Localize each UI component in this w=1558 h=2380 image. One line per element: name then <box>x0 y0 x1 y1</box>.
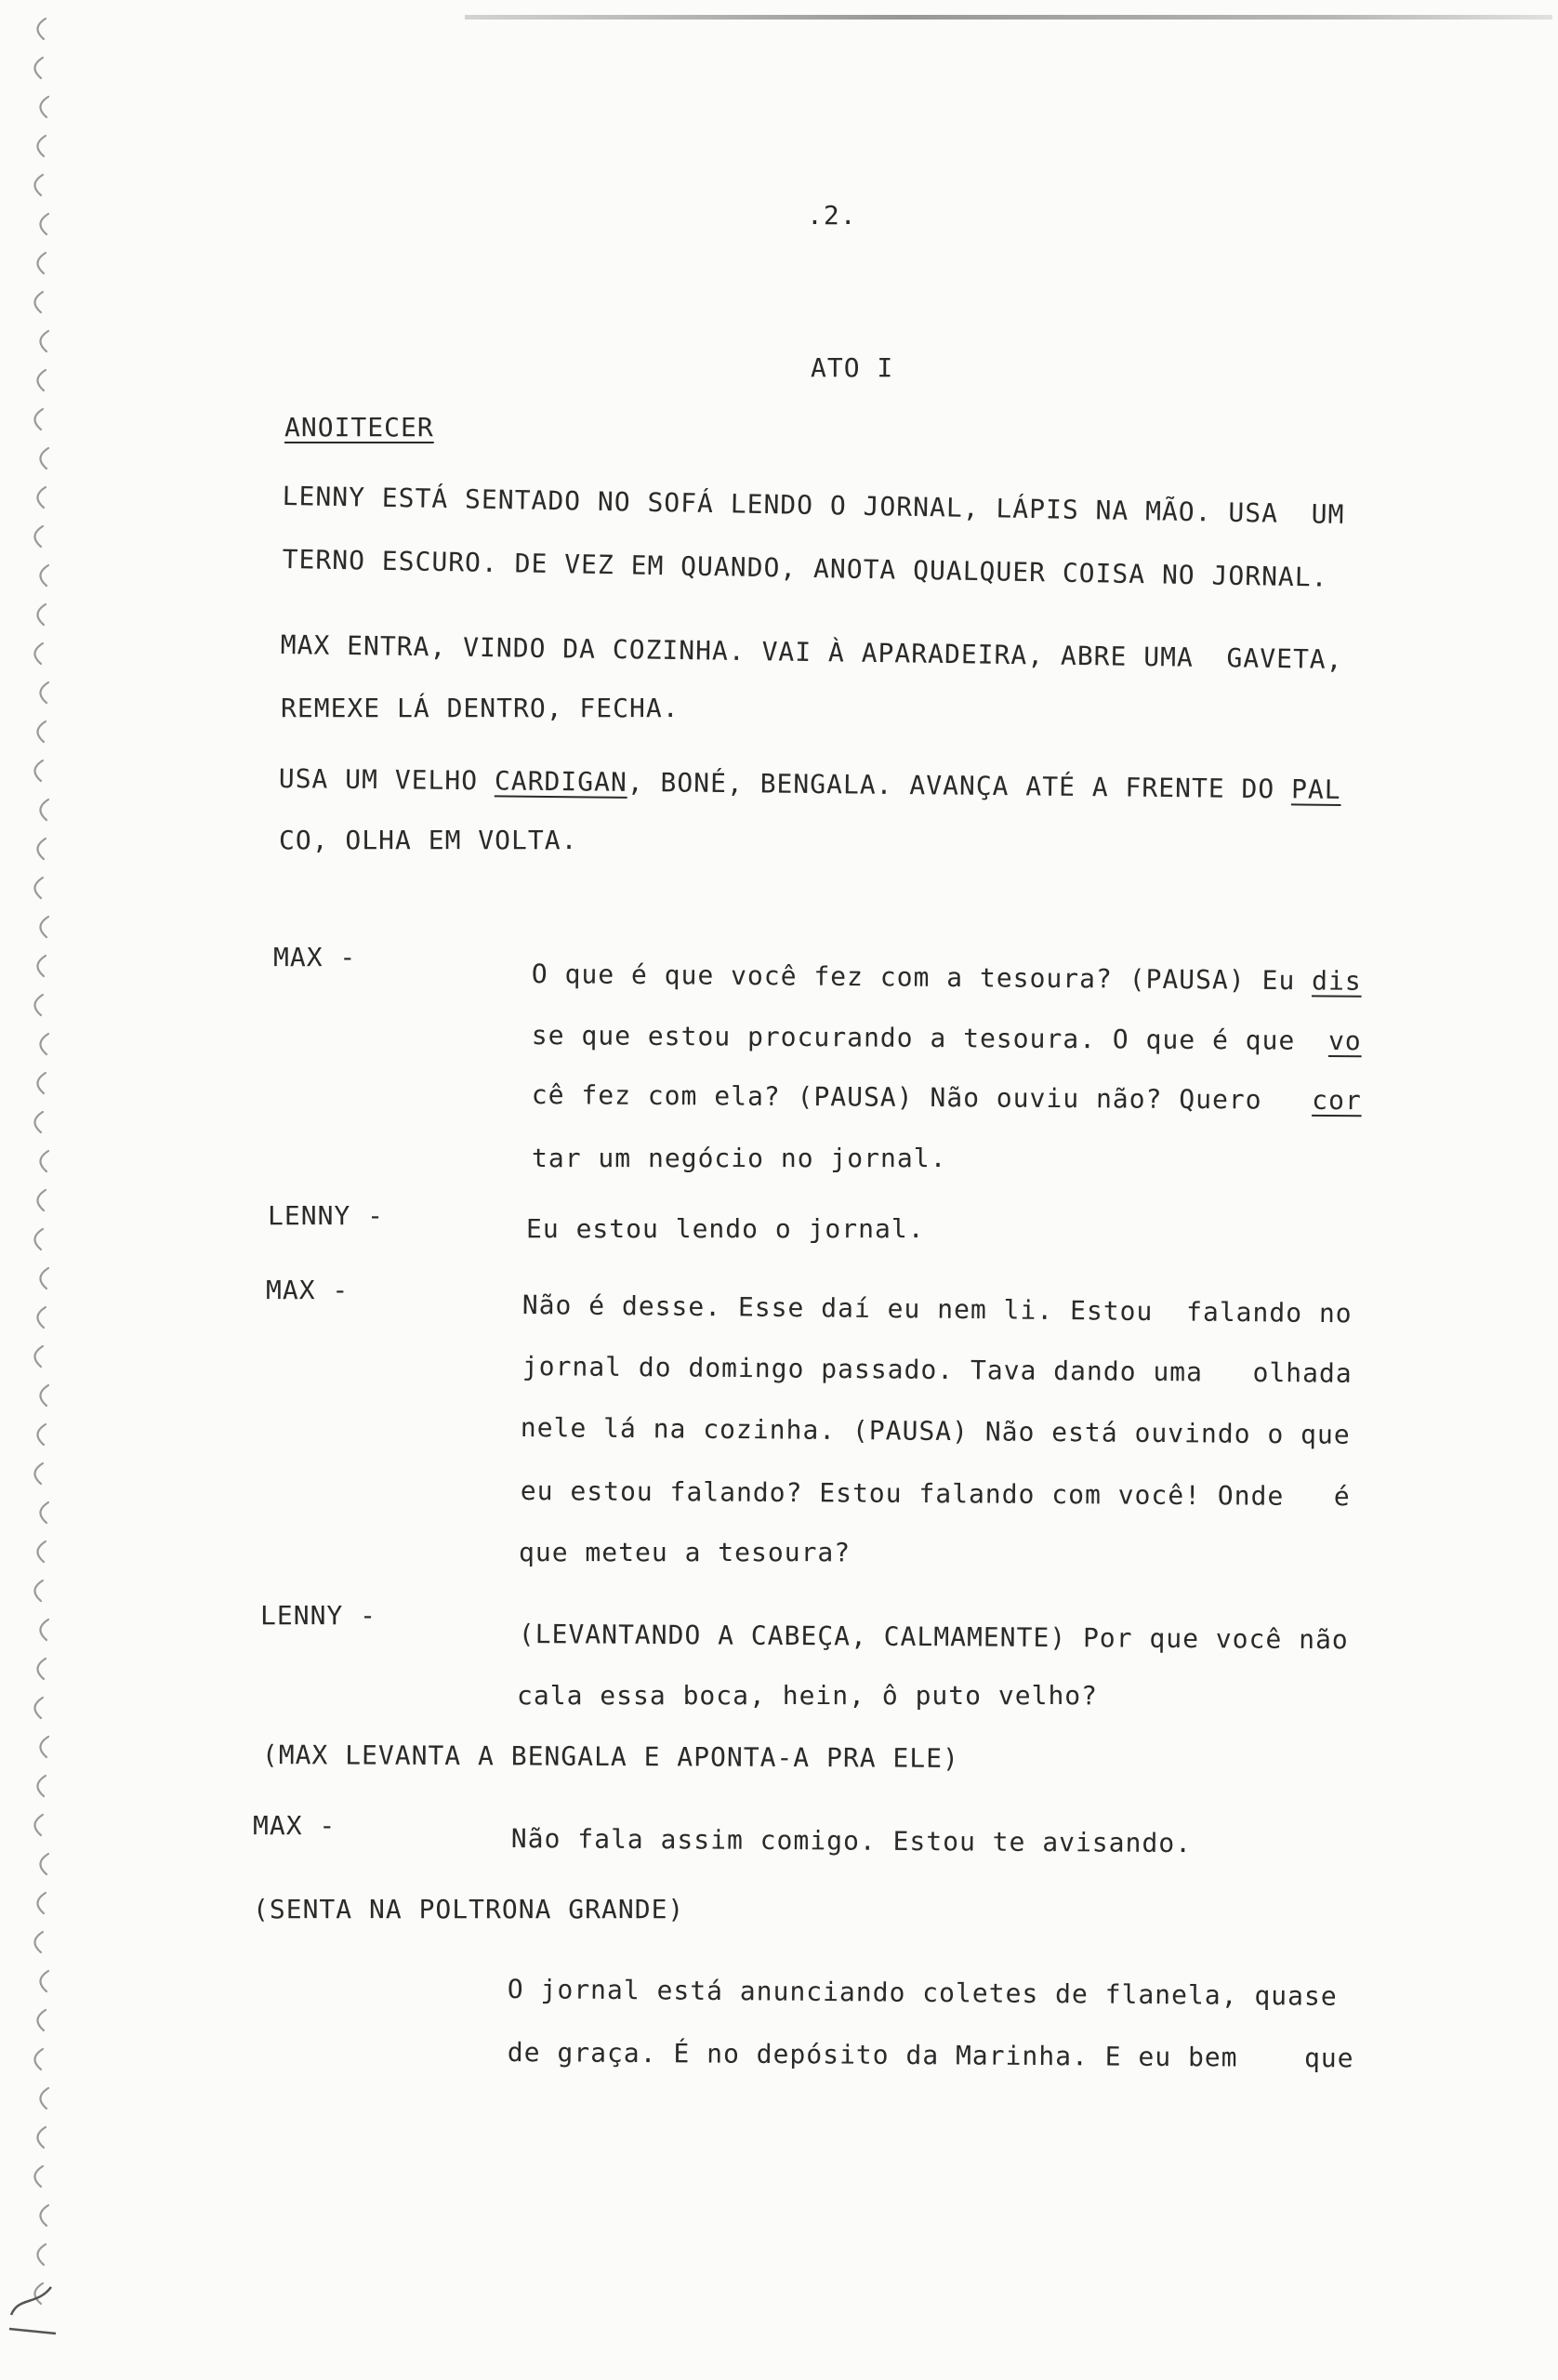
binder-hole-mark <box>37 1659 46 1679</box>
direction-line: REMEXE LÁ DENTRO, FECHA. <box>281 693 680 723</box>
binder-hole-mark <box>34 2166 43 2187</box>
dialogue-line: de graça. É no depósito da Marinha. E eu bem que <box>507 2037 1354 2074</box>
binder-hole-mark <box>34 175 43 195</box>
binder-hole-mark <box>34 643 43 664</box>
dialogue-line: jornal do domingo passado. Tava dando uma olhada <box>522 1351 1353 1389</box>
binder-hole-mark <box>37 136 46 156</box>
binder-hole-mark <box>40 2088 48 2109</box>
binder-hole-mark <box>37 956 46 976</box>
binder-hole-mark <box>40 800 48 820</box>
binder-hole-mark <box>34 760 43 781</box>
dialogue-line: Não fala assim comigo. Estou te avisando. <box>510 1823 1193 1859</box>
dialogue-text: cê fez com ela? (PAUSA) Não ouviu não? Quero <box>531 1079 1313 1116</box>
binder-hole-mark <box>37 1424 46 1445</box>
binder-hole-mark <box>37 604 46 625</box>
dialogue-line <box>532 1019 1362 1058</box>
binder-hole-mark <box>34 1815 43 1835</box>
binder-holes-margin <box>0 0 112 2380</box>
binder-hole-mark <box>37 1893 46 1913</box>
page-top-edge-line <box>465 15 1552 20</box>
binder-hole-mark <box>34 1580 43 1601</box>
binder-hole-mark <box>34 2283 43 2304</box>
act-title: ATO I <box>811 352 894 383</box>
page-number: .2. <box>807 200 857 231</box>
direction-line: LENNY ESTÁ SENTADO NO SOFÁ LENDO O JORNAL, LÁPIS NA MÃO. USA UM <box>282 480 1345 530</box>
direction-line: MAX ENTRA, VINDO DA COZINHA. VAI À APARADEIRA, ABRE UMA GAVETA, <box>280 628 1343 675</box>
binder-hole-mark <box>40 917 48 937</box>
binder-hole-mark <box>40 1034 48 1054</box>
direction-text-underlined: PAL <box>1290 774 1341 805</box>
binder-hole-mark <box>40 682 48 703</box>
dialogue-text: se que estou procurando a tesoura. O que é que <box>531 1020 1329 1056</box>
dialogue-line: Não é desse. Esse daí eu nem li. Estou falando no <box>522 1289 1353 1329</box>
binder-hole-mark <box>37 19 46 39</box>
dialogue-line <box>532 1078 1362 1117</box>
direction-text-underlined: CARDIGAN <box>494 765 627 798</box>
dialogue-text-underlined: dis <box>1311 965 1362 997</box>
dialogue-text-underlined: vo <box>1327 1025 1362 1057</box>
binder-hole-mark <box>37 1541 46 1562</box>
binder-hole-mark <box>37 839 46 859</box>
binder-hole-mark <box>40 1385 48 1406</box>
dialogue-line: que meteu a tesoura? <box>519 1537 852 1567</box>
binder-hole-mark <box>34 1346 43 1367</box>
dialogue-line: O jornal está anunciando coletes de flanela, quase <box>507 1974 1338 2012</box>
margin-mark-scribble <box>9 2287 56 2334</box>
binder-hole-mark <box>37 2010 46 2030</box>
dialogue-line <box>532 958 1362 998</box>
binder-hole-mark <box>40 1268 48 1289</box>
binder-hole-mark <box>34 1698 43 1718</box>
binder-hole-mark <box>40 214 48 234</box>
binder-hole-mark <box>40 565 48 586</box>
binder-hole-mark <box>37 1190 46 1210</box>
stage-direction: (MAX LEVANTA A BENGALA E APONTA-A PRA ELE) <box>261 1739 960 1774</box>
speaker-name: MAX - <box>266 1275 350 1305</box>
binder-hole-mark <box>37 370 46 390</box>
binder-hole-mark <box>40 1971 48 1991</box>
binder-hole-mark <box>37 1776 46 1796</box>
binder-hole-mark <box>34 878 43 898</box>
speaker-name: MAX - <box>273 942 357 972</box>
speaker-name: MAX - <box>253 1810 337 1841</box>
binder-hole-mark <box>40 1854 48 1874</box>
binder-hole-mark <box>34 995 43 1015</box>
binder-hole-mark <box>37 2127 46 2148</box>
binder-hole-mark <box>34 292 43 312</box>
binder-hole-mark <box>40 448 48 469</box>
binder-hole-mark <box>37 253 46 273</box>
binder-hole-mark <box>34 526 43 547</box>
binder-hole-mark <box>34 1112 43 1132</box>
binder-hole-mark <box>34 1463 43 1484</box>
binder-hole-mark <box>34 1229 43 1250</box>
binder-hole-mark <box>37 487 46 508</box>
binder-hole-mark <box>37 2244 46 2265</box>
dialogue-text-underlined: cor <box>1312 1084 1362 1117</box>
direction-line: TERNO ESCURO. DE VEZ EM QUANDO, ANOTA QUALQUER COISA NO JORNAL. <box>282 543 1328 593</box>
direction-text: USA UM VELHO <box>278 762 495 797</box>
dialogue-text: O que é que você fez com a tesoura? (PAUSA) Eu <box>531 959 1313 997</box>
speaker-name: LENNY - <box>260 1600 377 1631</box>
binder-hole-mark <box>34 1932 43 1952</box>
binder-hole-mark <box>40 1151 48 1171</box>
dialogue-line: tar um negócio no jornal. <box>532 1143 947 1173</box>
binder-hole-mark <box>37 1307 46 1328</box>
binder-hole-mark <box>34 2049 43 2069</box>
binder-hole-mark <box>34 58 43 78</box>
dialogue-line: (LEVANTANDO A CABEÇA, CALMAMENTE) Por que você não <box>518 1619 1349 1656</box>
direction-line: CO, OLHA EM VOLTA. <box>279 825 578 855</box>
scene-heading: ANOITECER <box>284 412 434 443</box>
dialogue-line: eu estou falando? Estou falando com você! Onde é <box>520 1475 1351 1513</box>
binder-hole-mark <box>40 1502 48 1523</box>
dialogue-line: nele lá na cozinha. (PAUSA) Não está ouvindo o que <box>520 1412 1351 1450</box>
binder-hole-mark <box>40 331 48 351</box>
speaker-name: LENNY - <box>268 1200 385 1231</box>
binder-hole-mark <box>34 409 43 430</box>
dialogue-line: cala essa boca, hein, ô puto velho? <box>517 1680 1099 1711</box>
binder-hole-mark <box>40 97 48 117</box>
binder-hole-mark <box>40 1620 48 1640</box>
direction-line <box>279 762 1341 807</box>
stage-direction: (SENTA NA POLTRONA GRANDE) <box>253 1894 685 1924</box>
binder-hole-mark <box>40 2205 48 2226</box>
binder-hole-mark <box>37 721 46 742</box>
direction-text: , BONÉ, BENGALA. AVANÇA ATÉ A FRENTE DO <box>627 766 1292 805</box>
dialogue-line: Eu estou lendo o jornal. <box>526 1213 925 1244</box>
binder-hole-mark <box>37 1073 46 1093</box>
binder-hole-mark <box>40 1737 48 1757</box>
